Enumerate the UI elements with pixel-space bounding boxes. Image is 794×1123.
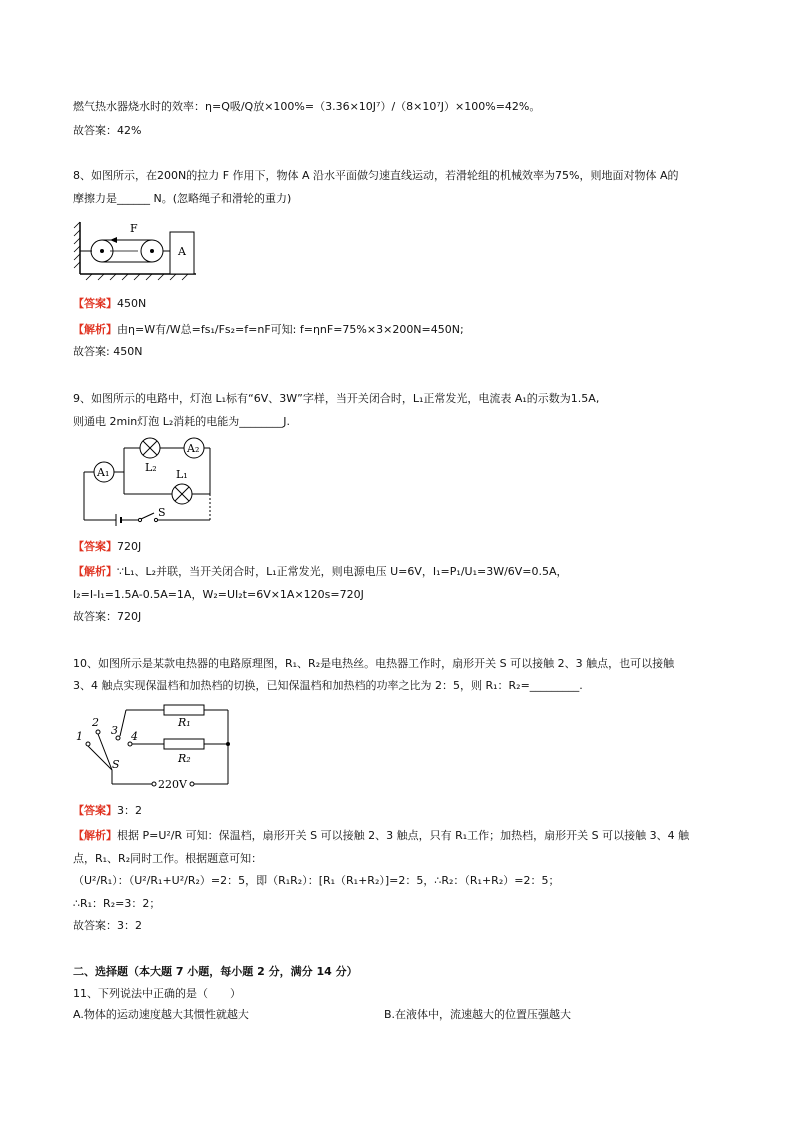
q10-answer-value: 3：2 <box>117 804 142 817</box>
q11-stem: 11、下列说法中正确的是（ ） <box>73 987 241 1000</box>
q10-answer-tag: 【答案】 <box>73 804 117 817</box>
q9-analysis-text1: ∵L₁、L₂并联，当开关闭合时，L₁正常发光，则电源电压 U=6V，I₁=P₁/U₁=3W/6V=0.5A， <box>117 565 568 578</box>
q10-stem-line2: 3、4 触点实现保温档和加热档的切换，已知保温档和加热档的功率之比为 2：5，则 R₁：R₂=_________. <box>73 679 583 692</box>
q9-answer-value: 720J <box>117 540 142 553</box>
q10-analysis-line1 <box>73 829 689 843</box>
q8-stem-line1: 8、如图所示，在200N的拉力 F 作用下，物体 A 沿水平面做匀速直线运动，若滑轮组的机械效率为75%，则地面对物体 A的 <box>73 169 679 182</box>
q10-switch-label: S <box>112 758 120 771</box>
q8-answer-value: 450N <box>117 297 147 310</box>
q7-answer: 故答案：42% <box>73 124 142 137</box>
q9-ammeter2-label: A₂ <box>187 442 200 455</box>
section2-heading: 二、选择题（本大题 7 小题，每小题 2 分，满分 14 分） <box>73 965 358 978</box>
q8-analysis-text: 由η=W有/W总=fs₁/Fs₂=f=nF可知: f=ηnF=75%×3×200N=450N; <box>117 323 464 336</box>
q9-answer-line <box>73 540 141 554</box>
q8-analysis-tag: 【解析】 <box>73 323 117 336</box>
q10-answer-line <box>73 804 142 818</box>
q10-stem-line1: 10、如图所示是某款电热器的电路原理图，R₁、R₂是电热丝。电热器工作时，扇形开关 S 可以接触 2、3 触点，也可以接触 <box>73 657 675 670</box>
q11-option-b: B.在液体中，流速越大的位置压强越大 <box>384 1008 572 1021</box>
q10-circuit-figure <box>74 700 234 796</box>
q10-resistor1-label: R₁ <box>178 716 191 729</box>
q10-contact-2-label: 2 <box>92 716 99 729</box>
q8-block-label: A <box>178 245 186 258</box>
q10-analysis-tag: 【解析】 <box>73 829 117 842</box>
q8-answer-line <box>73 297 146 311</box>
q8-pulley-figure <box>72 218 202 280</box>
q8-final-answer: 故答案: 450N <box>73 345 143 358</box>
q9-analysis-line2: I₂=I-I₁=1.5A-0.5A=1A，W₂=UI₂t=6V×1A×120s=720J <box>73 588 364 601</box>
q10-resistor2-label: R₂ <box>178 752 191 765</box>
q8-answer-tag: 【答案】 <box>73 297 117 310</box>
q10-analysis-line3: （U²/R₁）：（U²/R₁+U²/R₂）=2：5，即（R₁R₂）：[R₁（R₁+R₂）]=2：5，∴R₂：（R₁+R₂）=2：5； <box>73 874 560 887</box>
q10-analysis-text1: 根据 P=U²/R 可知：保温档，扇形开关 S 可以接触 2、3 触点，只有 R₁工作；加热档，扇形开关 S 可以接触 3、4 触 <box>117 829 690 842</box>
q9-lamp1-label: L₁ <box>176 468 188 481</box>
q9-lamp2-label: L₂ <box>145 461 157 474</box>
q11-option-a: A.物体的运动速度越大其惯性就越大 <box>73 1008 249 1021</box>
q9-circuit-figure <box>76 434 216 526</box>
q9-final-answer: 故答案：720J <box>73 610 142 623</box>
q10-voltage-label: 220V <box>158 778 187 791</box>
q9-analysis-line1 <box>73 565 568 579</box>
q9-switch-label: S <box>158 506 166 519</box>
q9-stem-line1: 9、如图所示的电路中，灯泡 L₁标有“6V、3W”字样，当开关闭合时，L₁正常发光，电流表 A₁的示数为1.5A, <box>73 392 600 405</box>
q8-stem-line2: 摩擦力是______ N。(忽略绳子和滑轮的重力) <box>73 192 292 205</box>
q9-ammeter1-label: A₁ <box>97 466 110 479</box>
q10-contact-1-label: 1 <box>76 730 83 743</box>
q10-contact-3-label: 3 <box>111 724 118 737</box>
q10-analysis-line4: ∴R₁：R₂=3：2； <box>73 897 161 910</box>
q9-analysis-tag: 【解析】 <box>73 565 117 578</box>
q8-analysis-line <box>73 323 464 337</box>
q8-force-label: F <box>130 222 138 235</box>
q9-stem-line2: 则通电 2min灯泡 L₂消耗的电能为________J. <box>73 415 291 428</box>
q10-analysis-line2: 点，R₁、R₂同时工作。根据题意可知： <box>73 852 263 865</box>
q9-answer-tag: 【答案】 <box>73 540 117 553</box>
q10-contact-4-label: 4 <box>131 730 138 743</box>
q10-final-answer: 故答案：3：2 <box>73 919 142 932</box>
q7-efficiency-line: 燃气热水器烧水时的效率：η=Q吸/Q放×100%=（3.36×10J⁷）/（8×10⁷J）×100%=42%。 <box>73 100 541 113</box>
